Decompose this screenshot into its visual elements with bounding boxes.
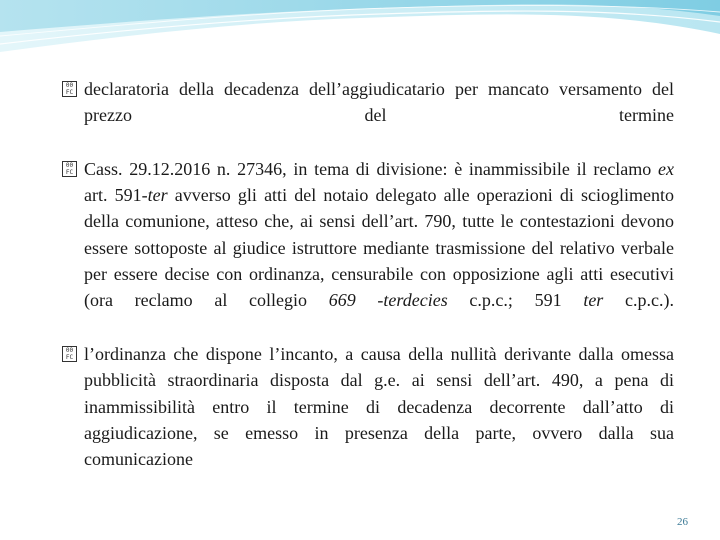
italic-text-run: 669 -terdecies [328,290,448,311]
text-run: art. 591- [84,185,148,206]
missing-glyph-icon: 00 FC [62,81,77,97]
bullet-item [62,156,674,340]
text-run: Cass. 29.12.2016 n. 27346, in tema di divisione: è inammissibile il reclamo [84,158,659,179]
bullet-text [84,79,674,125]
wave-header-decoration [0,0,720,70]
italic-text-run: ter [583,290,604,311]
text-run: c.p.c.; 591 [447,290,584,311]
bullet-item [62,341,674,499]
missing-glyph-icon: 00 FC [62,161,77,177]
text-run: declaratoria della decadenza dell’aggiudicatario per mancato versamento del prezzo del termine [84,79,674,126]
bullet-text [84,159,674,310]
text-run: avverso gli atti del notaio delegato alle operazioni di scioglimento della comunione, atteso che, ai sensi dell’art. 790, tutte le contestazioni devono essere sottoposte al giudice istruttore mediante trasmissione del relativo verbale per essere decise con ordinanza, censurabile con opposizione agli atti esecutivi (ora reclamo al collegio [84,185,675,311]
italic-text-run: ex [658,158,674,179]
text-run: c.p.c.). [603,290,674,311]
bullet-list [62,76,674,500]
text-run: l’ordinanza che dispone l’incanto, a causa della nullità derivante dalla omessa pubblicità straordinaria disposta dal g.e. ai sensi dell’art. 490, a pena di inammissibilità entro il termine di decadenza decorrente dall’atto di aggiudicazione, se emesso in presenza della parte, ovvero dalla sua comunicazione [84,343,674,470]
bullet-text [84,344,674,469]
page-number: 26 [677,516,688,528]
bullet-item [62,76,674,155]
italic-text-run: ter [147,185,168,206]
missing-glyph-icon: 00 FC [62,346,77,362]
